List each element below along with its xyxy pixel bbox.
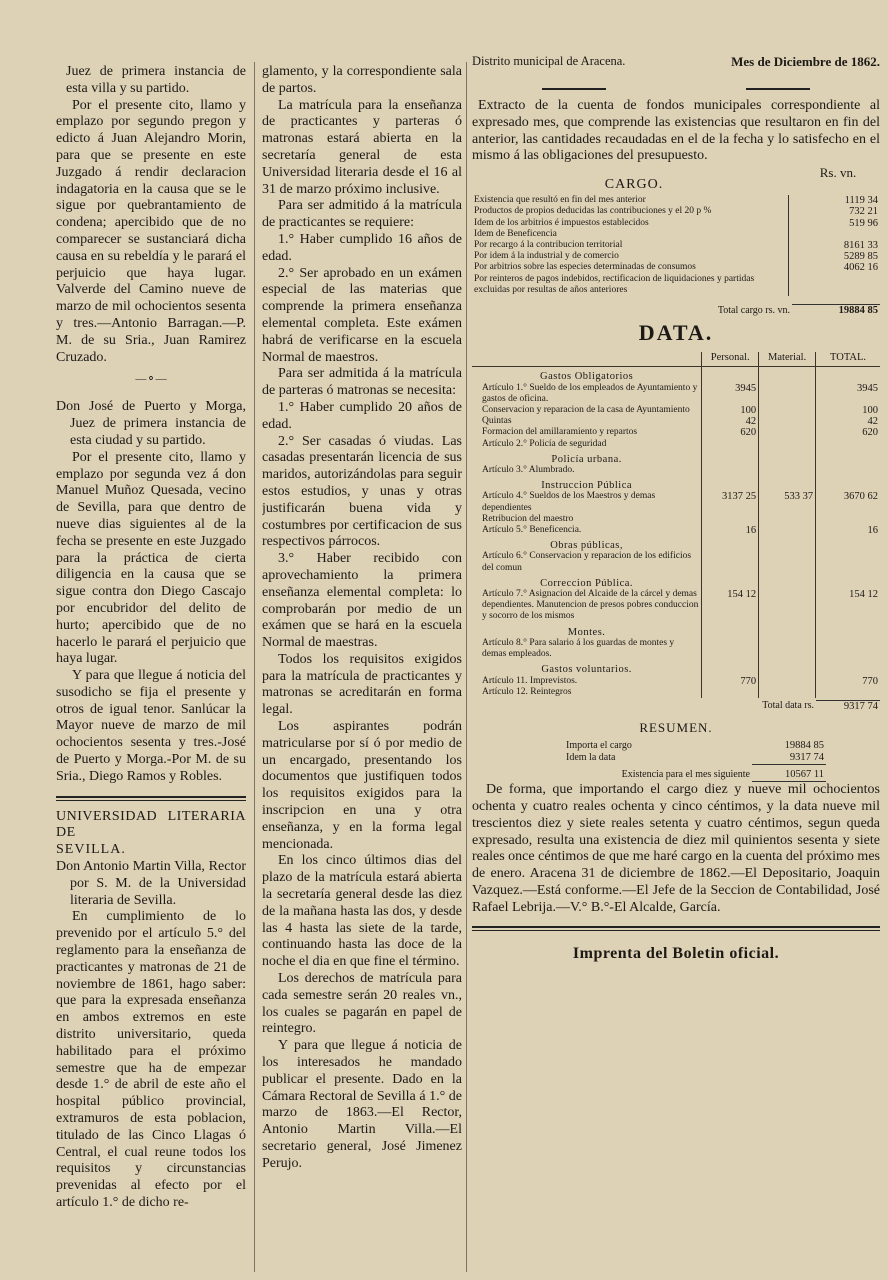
matricula-p9: 3.° Haber recibido con aprovechamiento la primera enseñanza elemental completa: lo comprobarán por medio de un exámen que se hará en la escuela Normal de maestras. [262,551,462,651]
matricula-p11: Los aspirantes podrán matricularse por sí ó por medio de un encargado, presentando los documentos que justifiquen todos los requisitos exigidos para la inscripcion en una y otra enseñanza, y en la forma legal mencionada. [262,719,462,852]
data-empty-cell [816,623,880,638]
column-middle [262,64,462,1280]
double-rule [472,926,880,931]
resumen-row-value: 9317 74 [789,752,824,764]
data-row-material [759,405,816,416]
data-row-material [759,465,816,476]
resumen-title: RESUMEN. [639,720,713,736]
cargo-row-value: 4062 16 [788,262,880,273]
edict1-heading: Juez de primera instancia de esta villa y su partido. [66,64,246,96]
resumen-table [526,740,826,782]
data-row-personal [702,465,759,476]
matricula-p5: 2.° Ser aprobado en un exámen especial de las materias que comprende la primera enseñanza elemental completa. Este exámen habrá de verificarse en la escuela Normal de maestros. [262,265,462,365]
short-rule [542,88,606,90]
data-row [472,687,880,698]
cargo-row-label: Por reinteros de pagos indebidos, rectificacion de liquidaciones y partidas excluidas por resultas de años anteriores [474,273,755,295]
matricula-p1: glamento, y la correspondiente sala de partos. [262,64,462,96]
data-row-total [816,551,880,573]
resumen-row-label: Importa el cargo [566,740,632,752]
data-row-material [759,589,816,623]
cargo-heading [472,165,880,195]
data-empty-cell [816,536,880,551]
edict2-heading: Don José de Puerto y Morga, Juez de primera instancia de esta ciudad y su partido. [56,399,246,448]
data-row [472,427,880,438]
data-row-total: 100 [862,405,878,417]
data-row-personal: 100 [702,405,759,416]
data-empty-cell [702,450,759,465]
data-section-row [472,536,880,551]
data-row [472,405,880,416]
data-section-row [472,476,880,491]
edict2-closing: Y para que llegue á noticia del susodicho se fija el presente y otros de igual tenor. Sanlúcar la Mayor nueve de marzo de mil ochocientos sesenta y tres.-José de Puerto y Morga.-Por M. de su Sria., Diego Ramos y Robles. [56,668,246,784]
data-row [472,514,880,525]
data-row-material: 533 37 [759,491,816,513]
data-row-personal: 42 [702,416,759,427]
matricula-p12: En los cinco últimos dias del plazo de la matrícula estará abierta la secretaría general desde las diez de la mañana hasta las dos, y desde las 4 hasta las siete de la tarde, continuando hasta las doce de la noche el dia en que fine el término. [262,853,462,970]
cargo-total-label: Total cargo rs. vn. [717,304,790,316]
data-section-label: Policía urbana. [472,450,702,465]
data-empty-cell [702,660,759,675]
cargo-row [472,274,880,296]
data-row-material [759,525,816,536]
resumen-row [526,752,826,765]
data-row-material [759,638,816,660]
matricula-p3: Para ser admitido á la matrícula de practicantes se requiere: [262,198,462,231]
data-empty-cell [759,536,816,551]
rector-heading: Don Antonio Martin Villa, Rector por S. M. de la Universidad literaria de Sevilla. [56,859,246,908]
data-empty-cell [759,450,816,465]
data-row-label: Artículo 8.° Para salario á los guardas de montes y demas empleados. [472,638,702,660]
data-row [472,638,880,660]
cargo-total [472,304,880,316]
cargo-row-value: 8161 33 [788,240,880,251]
data-row-label: Artículo 2.° Policía de seguridad [472,439,702,450]
data-row-material [759,439,816,450]
cargo-row-label: Productos de propios deducidas las contribuciones y el 20 p % [474,206,712,217]
matricula-p10: Todos los requisitos exigidos para la matrícula de practicantes y matronas se acreditarán en forma legal. [262,651,462,718]
data-row-material [759,687,816,698]
data-row-total: 154 12 [849,589,878,601]
data-section-label: Instruccion Pública [472,476,702,491]
data-section-label: Gastos Obligatorios [472,367,702,383]
data-row-personal [702,551,759,573]
data-row-personal: 620 [702,427,759,438]
data-row-total [816,638,880,660]
data-empty-cell [702,623,759,638]
data-row [472,491,880,513]
data-row-label: Artículo 7.° Asignacion del Alcaide de la cárcel y demas dependientes. Manutencion de presos pobres conduccion y socorro de los mismos [472,589,702,623]
data-section-label: Gastos voluntarios. [472,660,702,675]
data-row-label: Artículo 3.° Alumbrado. [472,465,702,476]
data-section-row [472,623,880,638]
data-section-label: Montes. [472,623,702,638]
resumen-total-value: 10567 11 [752,765,826,782]
data-row-personal [702,439,759,450]
matricula-p4: 1.° Haber cumplido 16 años de edad. [262,231,462,264]
data-section-row [472,450,880,465]
data-row-label: Artículo 1.° Sueldo de los empleados de Ayuntamiento y gastos de oficina. [472,383,702,405]
cargo-row [472,251,880,262]
cargo-row-value: 519 96 [788,218,880,229]
data-empty-cell [816,574,880,589]
cargo-row-label: Por recargo á la contribucion territorial [474,240,623,250]
district-label: Distrito municipal de Aracena. [472,54,626,68]
cargo-row-value [788,274,880,296]
cargo-row-label: Existencia que resultó en fin del mes anterior [474,195,646,206]
closing-paragraph: De forma, que importando el cargo diez y nueve mil ochocientos ochenta y cuatro reales ochenta y cinco céntimos, y la data nueve mil trescientos diez y siete reales setenta y cuatro céntimos, segun queda expresado, resulta una existencia de diez mil quinientos sesenta y siete reales once céntimos de que me haré cargo en la cuenta del próximo mes de enero. Aracena 31 de diciembre de 1862.—El Depositario, Joaquin Vazquez.—Está conforme.—El Jefe de la Seccion de Contabilidad, José Rafael Lebrija.—V.° B.°-El Alcalde, García. [472,782,880,915]
data-row [472,416,880,427]
data-row-total: 42 [867,416,878,428]
data-empty-cell [759,660,816,675]
data-empty-cell [816,367,880,383]
data-empty-cell [816,450,880,465]
cargo-row [472,195,880,206]
data-row-total [816,514,880,525]
data-row-label: Artículo 11. Imprevistos. [472,676,702,687]
data-row [472,465,880,476]
cargo-unit: Rs. vn. [819,165,857,181]
data-title: DATA. [638,320,714,346]
matricula-p14: Y para que llegue á noticia de los interesados he mandado publicar el presente. Dado en la Cámara Rectoral de Sevilla á 1.° de marzo de 1863.—El Rector, Antonio Martin Villa.—El secretario general, José Jimenez Perujo. [262,1038,462,1171]
short-rules [472,74,880,98]
data-empty-cell [702,367,759,383]
separator: —⚬— [135,373,167,386]
cargo-row-value: 1119 34 [788,195,880,206]
data-row-label: Formacion del amillaramiento y repartos [472,427,702,438]
data-row [472,525,880,536]
column-rule [466,62,467,1272]
cargo-row [472,218,880,229]
matricula-p7: 1.° Haber cumplido 20 años de edad. [262,399,462,432]
data-header-blank [472,352,702,367]
data-empty-cell [702,476,759,491]
cargo-row-value [788,229,880,240]
data-section-row [472,367,880,383]
data-section-label: Obras públicas, [472,536,702,551]
university-city: SEVILLA. [56,842,126,858]
data-row-label: Quintas [472,416,702,427]
matricula-p13: Los derechos de matrícula para cada semestre serán 20 reales vn., los cuales se pagarán en papel de reintegro. [262,971,462,1037]
matricula-p6: Para ser admitida á la matrícula de parteras ó matronas se necesita: [262,366,462,399]
data-row-material [759,676,816,687]
data-empty-cell [759,574,816,589]
short-rule [746,88,810,90]
data-row-personal: 3137 25 [702,491,759,513]
data-row-label: Conservacion y reparacion de la casa de Ayuntamiento [472,405,702,416]
data-empty-cell [702,536,759,551]
column-rule [254,62,255,1272]
printer-imprint: Imprenta del Boletin oficial. [572,945,780,963]
data-header-material: Material. [759,352,816,367]
data-empty-cell [816,476,880,491]
data-section-row [472,660,880,675]
data-row-personal: 16 [702,525,759,536]
cargo-row-label: Idem de los arbitrios é impuestos establecidos [474,217,649,228]
data-row-material [759,551,816,573]
cargo-table [472,195,880,296]
data-row [472,676,880,687]
data-total [472,700,880,712]
column-left [56,64,246,1212]
data-row-total [816,465,880,476]
data-total-value: 9317 74 [816,700,880,712]
data-row-total [816,687,880,698]
data-empty-cell [759,476,816,491]
data-row-total [816,439,880,450]
cargo-row [472,229,880,240]
data-row-personal: 770 [702,676,759,687]
cargo-row-value: 5289 85 [788,251,880,262]
cargo-row-label: Por arbitrios sobre las especies determinadas de consumos [474,262,696,273]
data-row-personal [702,687,759,698]
university-title: UNIVERSIDAD LITERARIA DE [56,808,246,841]
data-row-material [759,416,816,427]
data-row-material [759,383,816,405]
data-row-personal [702,638,759,660]
data-header-personal: Personal. [702,352,759,367]
cargo-total-value: 19884 85 [792,305,880,317]
data-row-total: 620 [862,427,878,439]
data-row-personal [702,514,759,525]
data-row [472,439,880,450]
double-rule [56,796,246,801]
account-intro: Extracto de la cuenta de fondos municipales correspondiente al expresado mes, que comprende las existencias que resultaron en fin del anterior, las cantidades recaudadas en el de la fecha y lo satisfecho en el mismo á las obligaciones del presupuesto. [472,98,880,164]
cargo-title: CARGO. [604,177,664,193]
cargo-row-value: 732 21 [788,206,880,217]
edict1-body: Por el presente cito, llamo y emplazo por segundo pregon y edicto á Juan Alejandro Morin, para que se presente en este Juzgado á rendir declaracion indagatoria en la causa que se le sigue por quebrantamiento de condena; apercibido que de no comparecer se sustanciará dicha causa en su rebeldía y le parará el perjuicio que haya lugar. Valverde del Camino nueve de marzo de mil ochocientos sesenta y tres.—Antonio Barragan.—P. M. de su Sria., Juan Ramirez Cruzado. [56,97,246,365]
data-empty-cell [759,367,816,383]
cargo-row [472,240,880,251]
matricula-p2: La matrícula para la enseñanza de practicantes y parteras ó matronas estará abierta en la secretaría general de esta Universidad literaria desde el 16 al 31 de marzo próximo inclusive. [262,97,462,197]
data-empty-cell [759,623,816,638]
data-row-personal: 3945 [702,383,759,405]
data-empty-cell [816,660,880,675]
resumen-row-label: Idem la data [566,752,616,764]
data-row [472,551,880,573]
data-row [472,589,880,623]
data-row-label: Artículo 4.° Sueldos de los Maestros y demas dependientes [472,491,702,513]
data-total-label: Total data rs. [762,700,814,712]
cargo-row [472,262,880,273]
data-row-total: 16 [867,525,878,537]
data-row-total: 770 [862,675,878,687]
matricula-p8: 2.° Ser casadas ó viudas. Las casadas presentarán licencia de sus maridos, autorizándolas para seguir estos estudios, y unas y otras justificarán buena vida y costumbres por certificacion de sus respectivos párrocos. [262,433,462,550]
data-row-personal: 154 12 [702,589,759,623]
resumen-row-value: 19884 85 [784,740,824,752]
cargo-row-label: Idem de Beneficencia [474,228,557,239]
data-header-total: TOTAL. [816,352,880,367]
data-row-total: 3945 [857,382,878,394]
data-row-label: Artículo 6.° Conservacion y reparacion de los edificios del comun [472,551,702,573]
account-header [472,54,880,70]
data-section-label: Correccion Pública. [472,574,702,589]
month-label: Mes de Diciembre de 1862. [731,54,880,69]
data-row-label: Artículo 12. Reintegros [472,687,702,698]
edict2-body: Por el presente cito, llamo y emplazo por segunda vez á don Manuel Muñoz Quesada, vecino de Sevilla, para que dentro de nueve dias siguientes al de la fecha se presente en este Juzgado para la práctica de cierta diligencia en la causa que se sigue contra don Diego Cascajo por encubridor del delito de hurto; apercibido que de no hacerlo le parará el perjuicio que haya lugar. [56,449,246,667]
data-row-label: Retribucion del maestro [472,514,702,525]
cargo-row-label: Por idem á la industrial y de comercio [474,251,619,262]
resumen-total-label: Existencia para el mes siguiente [621,768,750,780]
data-row-material [759,427,816,438]
column-right [472,0,880,1280]
data-row [472,383,880,405]
cargo-row [472,206,880,217]
data-row-label: Artículo 5.° Beneficencia. [472,525,702,536]
data-row-material [759,514,816,525]
rector-body: En cumplimiento de lo prevenido por el artículo 5.° del reglamento para la enseñanza de practicantes y matronas de 21 de noviembre de 1861, hago saber: que para la expresada enseñanza en ambos extremos en este distrito universitario, queda habilitado para el próximo semestre que ha de empezar desde 1.° de abril de este año el hospital público provincial, extramuros de esta poblacion, titulado de las Cinco Llagas ó Central, el cual reune todos los requisitos y circunstancias prevenidas al efecto por el artículo 1.° de dicho re- [56,909,246,1210]
data-table [472,352,880,698]
data-section-row [472,574,880,589]
data-row-total: 3670 62 [843,491,878,503]
resumen-row [526,740,826,752]
data-empty-cell [702,574,759,589]
